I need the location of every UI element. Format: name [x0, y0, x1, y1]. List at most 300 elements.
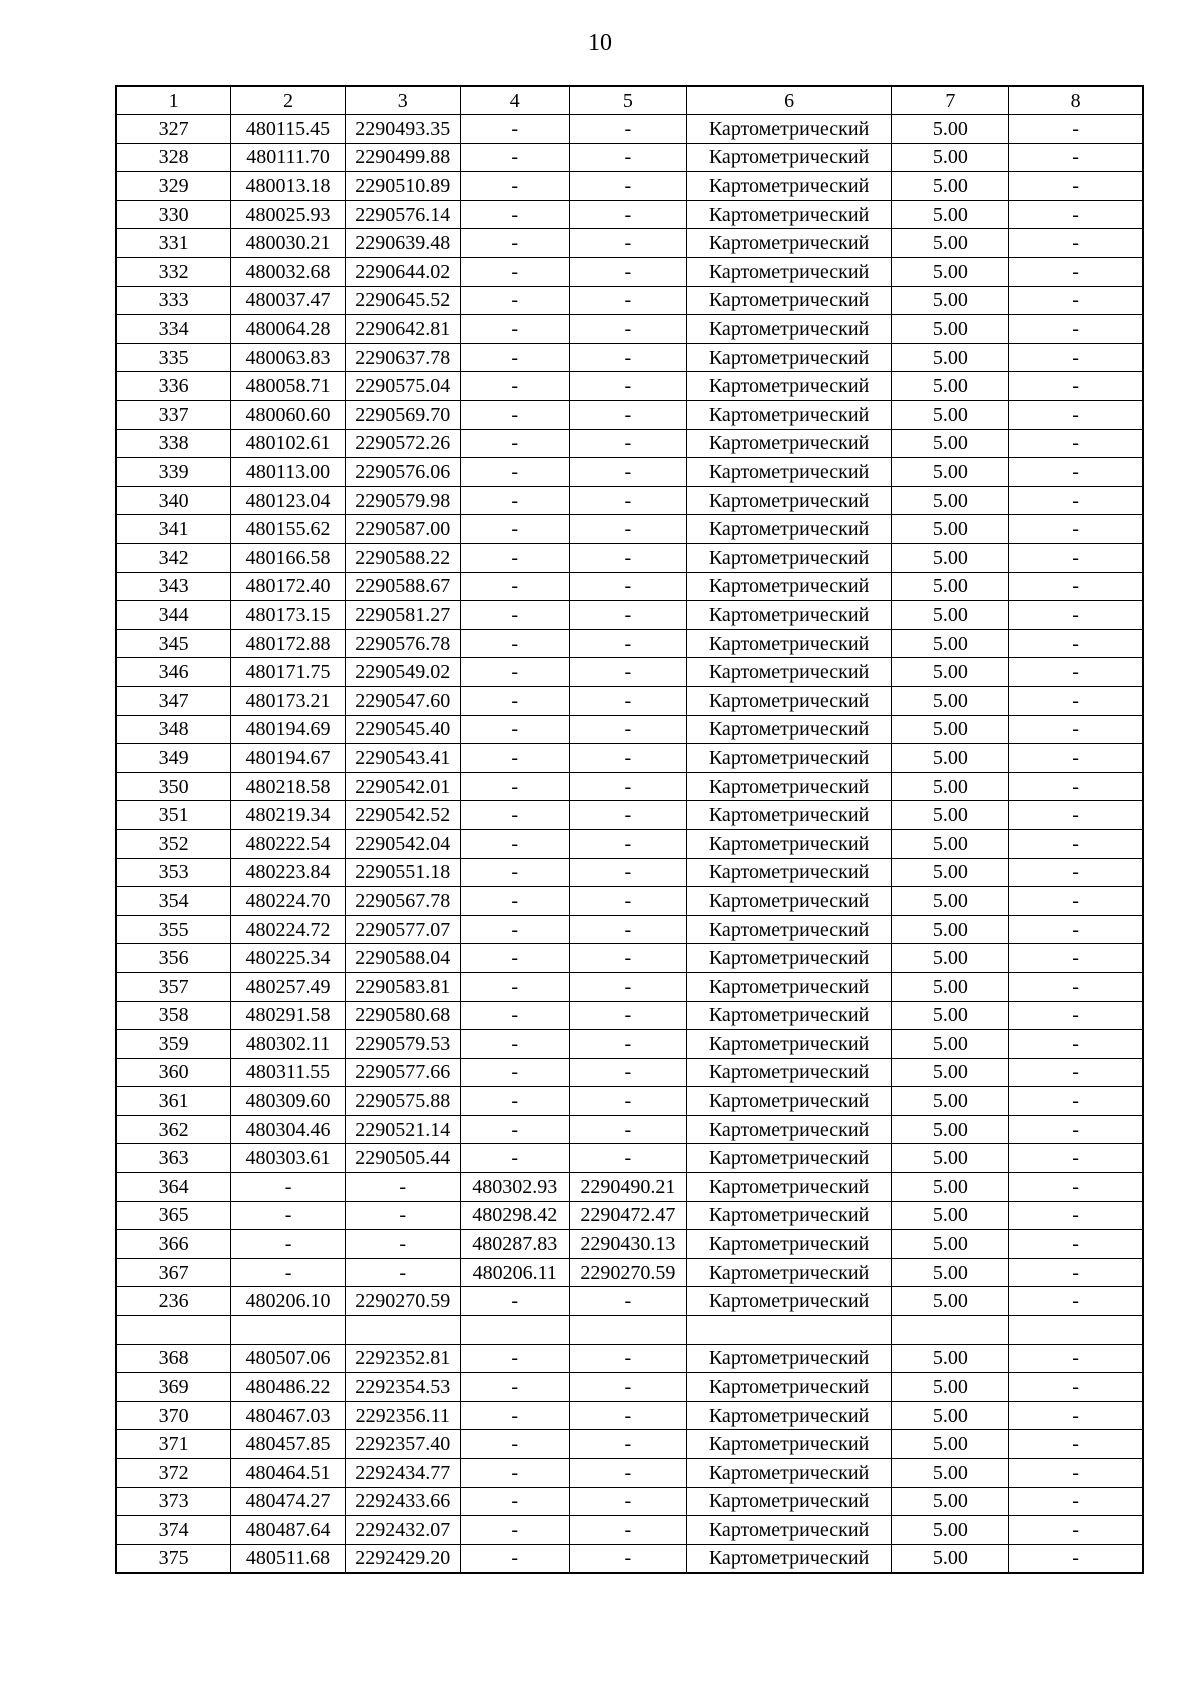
- table-cell: -: [460, 1030, 569, 1059]
- table-cell: 353: [116, 858, 231, 887]
- table-row: [116, 915, 1143, 944]
- table-cell: -: [1009, 572, 1143, 601]
- table-cell: 480171.75: [231, 658, 346, 687]
- table-cell: -: [460, 1459, 569, 1488]
- table-cell: -: [460, 887, 569, 916]
- table-cell: 5.00: [892, 1401, 1009, 1430]
- table-cell: 480030.21: [231, 229, 346, 258]
- table-cell: Картометрический: [686, 858, 892, 887]
- table-row: [116, 972, 1143, 1001]
- table-row: [116, 1516, 1143, 1545]
- table-cell: 480058.71: [231, 372, 346, 401]
- table-cell: Картометрический: [686, 486, 892, 515]
- table-cell: 5.00: [892, 686, 1009, 715]
- table-cell: 2290579.53: [345, 1030, 460, 1059]
- table-cell: -: [569, 972, 686, 1001]
- table-cell: -: [1009, 801, 1143, 830]
- table-cell: -: [1009, 1030, 1143, 1059]
- table-cell: Картометрический: [686, 1287, 892, 1316]
- table-row: [116, 229, 1143, 258]
- table-cell: -: [569, 572, 686, 601]
- table-cell: -: [569, 258, 686, 287]
- table-row: [116, 1058, 1143, 1087]
- table-cell: 2290567.78: [345, 887, 460, 916]
- table-cell: 5.00: [892, 1373, 1009, 1402]
- table-cell: -: [569, 143, 686, 172]
- table-cell: Картометрический: [686, 572, 892, 601]
- table-cell: Картометрический: [686, 915, 892, 944]
- table-cell: 2290510.89: [345, 172, 460, 201]
- table-row: [116, 944, 1143, 973]
- table-cell: 329: [116, 172, 231, 201]
- table-cell: 362: [116, 1115, 231, 1144]
- table-cell: -: [1009, 229, 1143, 258]
- table-cell: Картометрический: [686, 686, 892, 715]
- table-cell: -: [1009, 429, 1143, 458]
- table-cell: -: [231, 1173, 346, 1202]
- table-cell: 341: [116, 515, 231, 544]
- table-cell: -: [1009, 1344, 1143, 1373]
- table-cell: 480486.22: [231, 1373, 346, 1402]
- table-cell: 5.00: [892, 401, 1009, 430]
- table-cell: 480309.60: [231, 1087, 346, 1116]
- table-cell: -: [569, 944, 686, 973]
- header-cell: 3: [345, 86, 460, 115]
- table-cell: 480113.00: [231, 458, 346, 487]
- table-cell: 328: [116, 143, 231, 172]
- table-cell: 2290588.67: [345, 572, 460, 601]
- table-cell: 2290645.52: [345, 286, 460, 315]
- table-row: [116, 200, 1143, 229]
- table-row: [116, 744, 1143, 773]
- table-cell: 335: [116, 343, 231, 372]
- table-cell: -: [460, 486, 569, 515]
- table-cell: 480511.68: [231, 1544, 346, 1573]
- table-cell: 5.00: [892, 1487, 1009, 1516]
- table-cell: -: [569, 801, 686, 830]
- table-cell: -: [460, 1144, 569, 1173]
- table-cell: 5.00: [892, 1115, 1009, 1144]
- table-cell: 2290583.81: [345, 972, 460, 1001]
- table-cell: -: [460, 686, 569, 715]
- table-cell: 480467.03: [231, 1401, 346, 1430]
- table-cell: -: [460, 629, 569, 658]
- table-cell: 480302.93: [460, 1173, 569, 1202]
- table-cell: Картометрический: [686, 1344, 892, 1373]
- table-cell: 370: [116, 1401, 231, 1430]
- table-cell: -: [1009, 401, 1143, 430]
- table-cell: -: [1009, 486, 1143, 515]
- table-cell: 2290472.47: [569, 1201, 686, 1230]
- table-cell: -: [1009, 143, 1143, 172]
- table-cell: 5.00: [892, 1201, 1009, 1230]
- table-cell: -: [460, 572, 569, 601]
- table-row: [116, 315, 1143, 344]
- table-cell: -: [231, 1258, 346, 1287]
- table-cell: 480194.67: [231, 744, 346, 773]
- table-cell: 480257.49: [231, 972, 346, 1001]
- table-cell: 2290549.02: [345, 658, 460, 687]
- table-cell: 5.00: [892, 658, 1009, 687]
- table-cell: Картометрический: [686, 801, 892, 830]
- table-cell: -: [460, 1373, 569, 1402]
- table-cell: -: [569, 1373, 686, 1402]
- table-cell: Картометрический: [686, 1058, 892, 1087]
- table-cell: 5.00: [892, 629, 1009, 658]
- table-cell: 480487.64: [231, 1516, 346, 1545]
- table-cell: Картометрический: [686, 429, 892, 458]
- table-cell: 480206.10: [231, 1287, 346, 1316]
- table-cell: -: [460, 372, 569, 401]
- table-cell: 480303.61: [231, 1144, 346, 1173]
- table-cell: 2290569.70: [345, 401, 460, 430]
- table-cell: Картометрический: [686, 1230, 892, 1259]
- table-cell: -: [569, 200, 686, 229]
- table-row: [116, 1258, 1143, 1287]
- table-cell: 344: [116, 601, 231, 630]
- table-cell: 339: [116, 458, 231, 487]
- table-cell: -: [1009, 915, 1143, 944]
- table-cell: -: [569, 343, 686, 372]
- table-cell: -: [460, 1487, 569, 1516]
- table-cell: -: [569, 544, 686, 573]
- table-cell: -: [569, 1115, 686, 1144]
- table-cell: -: [1009, 1430, 1143, 1459]
- table-row: [116, 515, 1143, 544]
- table-cell: -: [1009, 1087, 1143, 1116]
- table-cell: Картометрический: [686, 286, 892, 315]
- table-cell: Картометрический: [686, 343, 892, 372]
- table-cell: -: [569, 515, 686, 544]
- table-cell: 2290587.00: [345, 515, 460, 544]
- table-cell: -: [1009, 1373, 1143, 1402]
- table-cell: 2290430.13: [569, 1230, 686, 1259]
- table-cell: -: [460, 744, 569, 773]
- table-cell: Картометрический: [686, 372, 892, 401]
- table-cell: -: [1009, 1001, 1143, 1030]
- header-cell: 7: [892, 86, 1009, 115]
- table-cell: 2290521.14: [345, 1115, 460, 1144]
- table-cell: Картометрический: [686, 1030, 892, 1059]
- header-cell: 1: [116, 86, 231, 115]
- table-row: [116, 1030, 1143, 1059]
- table-cell: -: [569, 715, 686, 744]
- table-cell: -: [1009, 772, 1143, 801]
- table-row: [116, 544, 1143, 573]
- table-cell: Картометрический: [686, 972, 892, 1001]
- table-row: [116, 858, 1143, 887]
- table-cell: 5.00: [892, 801, 1009, 830]
- table-cell: -: [1009, 286, 1143, 315]
- table-cell: 371: [116, 1430, 231, 1459]
- table-cell: Картометрический: [686, 200, 892, 229]
- table-cell: -: [569, 772, 686, 801]
- table-row: [116, 258, 1143, 287]
- table-cell: -: [1009, 972, 1143, 1001]
- table-cell: 5.00: [892, 1001, 1009, 1030]
- header-row: [116, 86, 1143, 115]
- table-cell: -: [1009, 744, 1143, 773]
- table-cell: 345: [116, 629, 231, 658]
- header-cell: 5: [569, 86, 686, 115]
- table-cell: -: [460, 458, 569, 487]
- table-cell: Картометрический: [686, 1459, 892, 1488]
- table-cell: 338: [116, 429, 231, 458]
- table-cell: 2290588.04: [345, 944, 460, 973]
- table-cell: Картометрический: [686, 601, 892, 630]
- table-cell: -: [345, 1230, 460, 1259]
- table-cell: -: [1009, 629, 1143, 658]
- table-cell: Картометрический: [686, 401, 892, 430]
- table-cell: 2290581.27: [345, 601, 460, 630]
- table-cell: 333: [116, 286, 231, 315]
- table-cell: 2290490.21: [569, 1173, 686, 1202]
- table-cell: [686, 1316, 892, 1345]
- table-cell: 5.00: [892, 1544, 1009, 1573]
- table-cell: -: [460, 143, 569, 172]
- table-cell: -: [569, 629, 686, 658]
- table-cell: 2292434.77: [345, 1459, 460, 1488]
- table-cell: [345, 1316, 460, 1345]
- table-cell: -: [460, 1401, 569, 1430]
- table-cell: -: [460, 115, 569, 144]
- table-row: [116, 686, 1143, 715]
- table-row: [116, 1401, 1143, 1430]
- table-row: [116, 1287, 1143, 1316]
- table-cell: -: [1009, 1459, 1143, 1488]
- table-cell: 2290499.88: [345, 143, 460, 172]
- table-cell: -: [460, 1544, 569, 1573]
- table-cell: 5.00: [892, 887, 1009, 916]
- table-cell: -: [569, 115, 686, 144]
- table-cell: -: [460, 972, 569, 1001]
- table-cell: 352: [116, 829, 231, 858]
- table-cell: Картометрический: [686, 1201, 892, 1230]
- table-cell: -: [1009, 315, 1143, 344]
- table-cell: [569, 1316, 686, 1345]
- table-cell: -: [569, 1487, 686, 1516]
- table-cell: 480311.55: [231, 1058, 346, 1087]
- table-cell: 5.00: [892, 1344, 1009, 1373]
- table-cell: 2290577.07: [345, 915, 460, 944]
- table-cell: -: [569, 686, 686, 715]
- table-cell: -: [1009, 1287, 1143, 1316]
- table-cell: 2290580.68: [345, 1001, 460, 1030]
- table-cell: 480102.61: [231, 429, 346, 458]
- table-cell: 331: [116, 229, 231, 258]
- table-cell: 5.00: [892, 1058, 1009, 1087]
- table-cell: 5.00: [892, 115, 1009, 144]
- table-cell: Картометрический: [686, 458, 892, 487]
- table-cell: 480166.58: [231, 544, 346, 573]
- table-cell: 369: [116, 1373, 231, 1402]
- table-cell: 5.00: [892, 972, 1009, 1001]
- table-cell: 364: [116, 1173, 231, 1202]
- table-cell: 2290545.40: [345, 715, 460, 744]
- table-cell: Картометрический: [686, 315, 892, 344]
- table-cell: 480064.28: [231, 315, 346, 344]
- table-cell: 2292352.81: [345, 1344, 460, 1373]
- table-cell: 359: [116, 1030, 231, 1059]
- table-cell: Картометрический: [686, 172, 892, 201]
- table-cell: 2290270.59: [345, 1287, 460, 1316]
- table-cell: 337: [116, 401, 231, 430]
- header-cell: 8: [1009, 86, 1143, 115]
- table-cell: 5.00: [892, 429, 1009, 458]
- table-row: [116, 1173, 1143, 1202]
- table-cell: -: [460, 544, 569, 573]
- table-cell: 480218.58: [231, 772, 346, 801]
- table-cell: -: [460, 343, 569, 372]
- table-cell: -: [460, 601, 569, 630]
- table-cell: -: [1009, 1544, 1143, 1573]
- table-cell: 2292432.07: [345, 1516, 460, 1545]
- table-row: [116, 1201, 1143, 1230]
- table-cell: 355: [116, 915, 231, 944]
- table-cell: -: [1009, 1115, 1143, 1144]
- table-cell: -: [569, 858, 686, 887]
- table-cell: [892, 1316, 1009, 1345]
- table-cell: -: [460, 1058, 569, 1087]
- table-cell: 5.00: [892, 829, 1009, 858]
- table-cell: 480302.11: [231, 1030, 346, 1059]
- table-cell: 2290639.48: [345, 229, 460, 258]
- table-cell: 480219.34: [231, 801, 346, 830]
- table-cell: -: [1009, 1487, 1143, 1516]
- table-cell: -: [460, 1087, 569, 1116]
- table-cell: -: [569, 1516, 686, 1545]
- table-cell: -: [569, 286, 686, 315]
- table-cell: 5.00: [892, 1258, 1009, 1287]
- table-cell: 2290505.44: [345, 1144, 460, 1173]
- table-cell: 5.00: [892, 315, 1009, 344]
- table-cell: -: [231, 1230, 346, 1259]
- table-cell: 2290575.88: [345, 1087, 460, 1116]
- table-cell: -: [460, 172, 569, 201]
- table-row: [116, 1459, 1143, 1488]
- table-cell: 480063.83: [231, 343, 346, 372]
- table-cell: -: [460, 944, 569, 973]
- table-cell: 2290543.41: [345, 744, 460, 773]
- table-row: [116, 601, 1143, 630]
- table-cell: 2290542.01: [345, 772, 460, 801]
- table-cell: -: [569, 1087, 686, 1116]
- table-cell: Картометрический: [686, 1516, 892, 1545]
- table-cell: Картометрический: [686, 1487, 892, 1516]
- table-cell: 5.00: [892, 1459, 1009, 1488]
- table-cell: Картометрический: [686, 1373, 892, 1402]
- table-cell: Картометрический: [686, 1401, 892, 1430]
- table-cell: -: [460, 829, 569, 858]
- table-cell: 2290577.66: [345, 1058, 460, 1087]
- table-cell: 5.00: [892, 258, 1009, 287]
- table-cell: 363: [116, 1144, 231, 1173]
- table-cell: 2290542.04: [345, 829, 460, 858]
- table-cell: -: [569, 1287, 686, 1316]
- table-cell: 480457.85: [231, 1430, 346, 1459]
- table-cell: 5.00: [892, 944, 1009, 973]
- table-cell: -: [1009, 1258, 1143, 1287]
- table-cell: -: [1009, 715, 1143, 744]
- table-cell: 346: [116, 658, 231, 687]
- table-cell: -: [460, 429, 569, 458]
- table-cell: -: [569, 372, 686, 401]
- table-cell: Картометрический: [686, 658, 892, 687]
- table-cell: 2290642.81: [345, 315, 460, 344]
- table-cell: -: [460, 772, 569, 801]
- table-cell: 358: [116, 1001, 231, 1030]
- header-cell: 2: [231, 86, 346, 115]
- table-cell: 5.00: [892, 1516, 1009, 1545]
- table-cell: -: [1009, 200, 1143, 229]
- table-cell: 5.00: [892, 172, 1009, 201]
- table-cell: -: [569, 915, 686, 944]
- table-cell: Картометрический: [686, 1115, 892, 1144]
- table-cell: 332: [116, 258, 231, 287]
- table-cell: 375: [116, 1544, 231, 1573]
- table-cell: 343: [116, 572, 231, 601]
- table-cell: Картометрический: [686, 744, 892, 773]
- table-cell: -: [1009, 343, 1143, 372]
- table-cell: 2290644.02: [345, 258, 460, 287]
- table-row: [116, 1087, 1143, 1116]
- table-cell: 354: [116, 887, 231, 916]
- table-row: [116, 1144, 1143, 1173]
- table-cell: -: [231, 1201, 346, 1230]
- header-cell: 4: [460, 86, 569, 115]
- table-cell: 5.00: [892, 200, 1009, 229]
- page-number: 10: [588, 30, 612, 56]
- table-cell: 5.00: [892, 1430, 1009, 1459]
- table-cell: 5.00: [892, 1144, 1009, 1173]
- table-cell: -: [569, 658, 686, 687]
- table-cell: 2290572.26: [345, 429, 460, 458]
- table-cell: -: [345, 1258, 460, 1287]
- table-cell: 365: [116, 1201, 231, 1230]
- table-cell: 347: [116, 686, 231, 715]
- table-cell: 2292354.53: [345, 1373, 460, 1402]
- table-cell: 342: [116, 544, 231, 573]
- table-cell: -: [460, 715, 569, 744]
- table-cell: -: [569, 1430, 686, 1459]
- table-cell: 480060.60: [231, 401, 346, 430]
- table-cell: 5.00: [892, 715, 1009, 744]
- table-cell: 5.00: [892, 915, 1009, 944]
- table-cell: -: [569, 1058, 686, 1087]
- table-row: [116, 829, 1143, 858]
- table-cell: 480298.42: [460, 1201, 569, 1230]
- table-cell: -: [460, 1516, 569, 1545]
- table-cell: 5.00: [892, 458, 1009, 487]
- table-cell: [231, 1316, 346, 1345]
- table-cell: 480173.21: [231, 686, 346, 715]
- table-cell: 2290542.52: [345, 801, 460, 830]
- table-cell: 5.00: [892, 601, 1009, 630]
- table-cell: -: [460, 200, 569, 229]
- table-row: [116, 715, 1143, 744]
- table-cell: 357: [116, 972, 231, 1001]
- table-cell: -: [460, 229, 569, 258]
- table-cell: 480037.47: [231, 286, 346, 315]
- table-cell: 5.00: [892, 1287, 1009, 1316]
- table-cell: -: [569, 486, 686, 515]
- table-cell: -: [460, 1287, 569, 1316]
- table-cell: 5.00: [892, 744, 1009, 773]
- table-row: [116, 658, 1143, 687]
- table-cell: 5.00: [892, 286, 1009, 315]
- table-cell: Картометрический: [686, 1001, 892, 1030]
- table-row: [116, 629, 1143, 658]
